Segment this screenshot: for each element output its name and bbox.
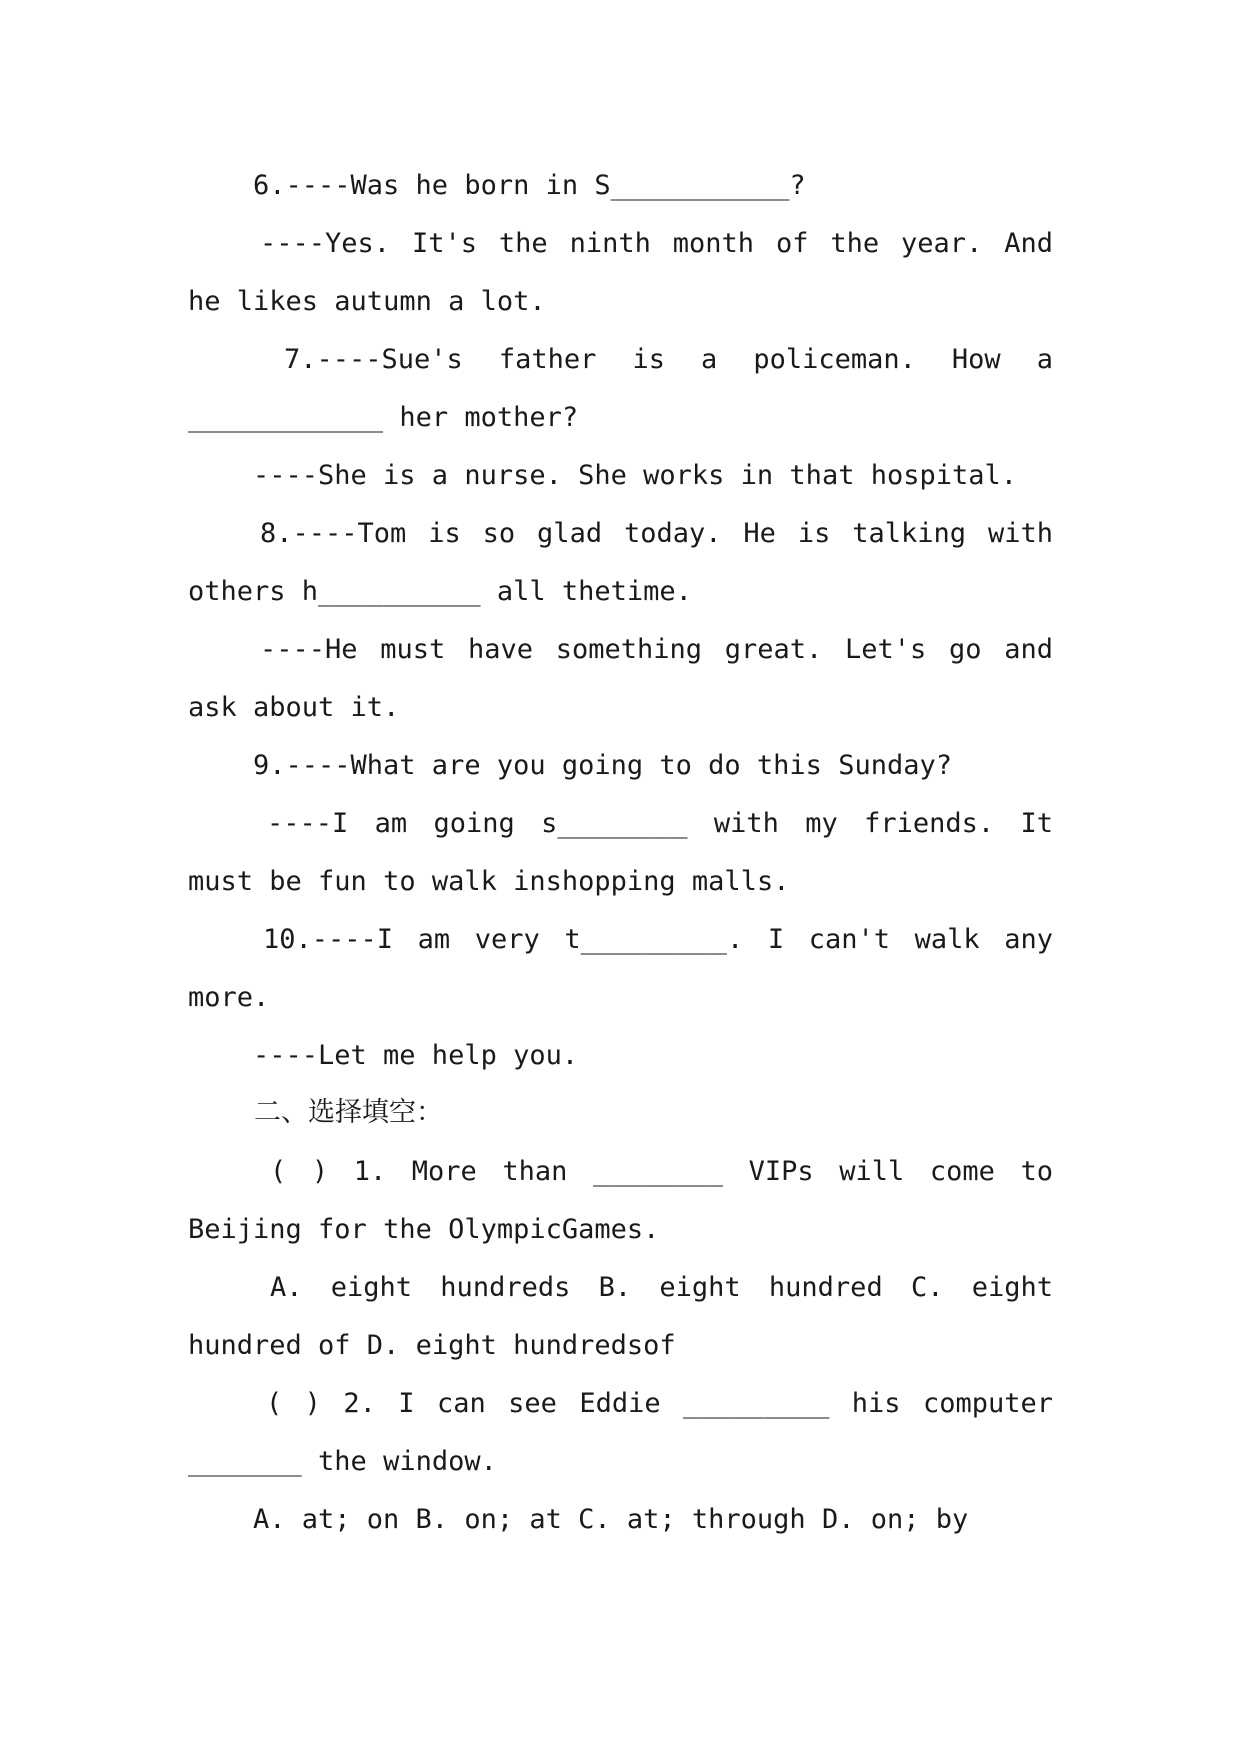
choice-1-options-cont: hundred of D. eight hundredsof <box>188 1330 676 1361</box>
choice-1-question-cont: Beijing for the OlympicGames. <box>188 1214 660 1245</box>
question-6-prompt: 6.----Was he born in S___________? <box>253 170 806 201</box>
question-10-answer: ----Let me help you. <box>253 1040 579 1071</box>
section-heading: 二、选择填空： <box>254 1097 443 1128</box>
question-8-prompt: 8.----Tom is so glad today. He is talking with <box>260 518 1053 549</box>
question-8-prompt-cont: others h__________ all thetime. <box>188 576 692 607</box>
question-6-answer: ----Yes. It's the ninth month of the year. And <box>260 228 1053 259</box>
question-7-prompt-cont: ____________ her mother? <box>188 402 579 433</box>
question-8-answer: ----He must have something great. Let's go and <box>260 634 1053 665</box>
choice-2-question: ( ) 2. I can see Eddie _________ his computer <box>266 1388 1053 1419</box>
choice-1-question: ( ) 1. More than ________ VIPs will come to <box>270 1156 1053 1187</box>
choice-2-question-cont: _______ the window. <box>188 1446 497 1477</box>
question-9-prompt: 9.----What are you going to do this Sunday? <box>253 750 952 781</box>
choice-2-options: A. at; on B. on; at C. at; through D. on; by <box>253 1504 969 1535</box>
question-9-answer: ----I am going s________ with my friends. It <box>267 808 1053 839</box>
choice-1-options: A. eight hundreds B. eight hundred C. eight <box>270 1272 1053 1303</box>
question-8-answer-cont: ask about it. <box>188 692 400 723</box>
question-10-prompt-cont: more. <box>188 982 270 1013</box>
question-7-answer: ----She is a nurse. She works in that hospital. <box>253 460 1018 491</box>
question-9-answer-cont: must be fun to walk inshopping malls. <box>188 866 790 897</box>
question-7-prompt: 7.----Sue's father is a policeman. How a <box>284 344 1053 375</box>
question-6-answer-cont: he likes autumn a lot. <box>188 286 546 317</box>
question-10-prompt: 10.----I am very t_________. I can't walk any <box>263 924 1053 955</box>
